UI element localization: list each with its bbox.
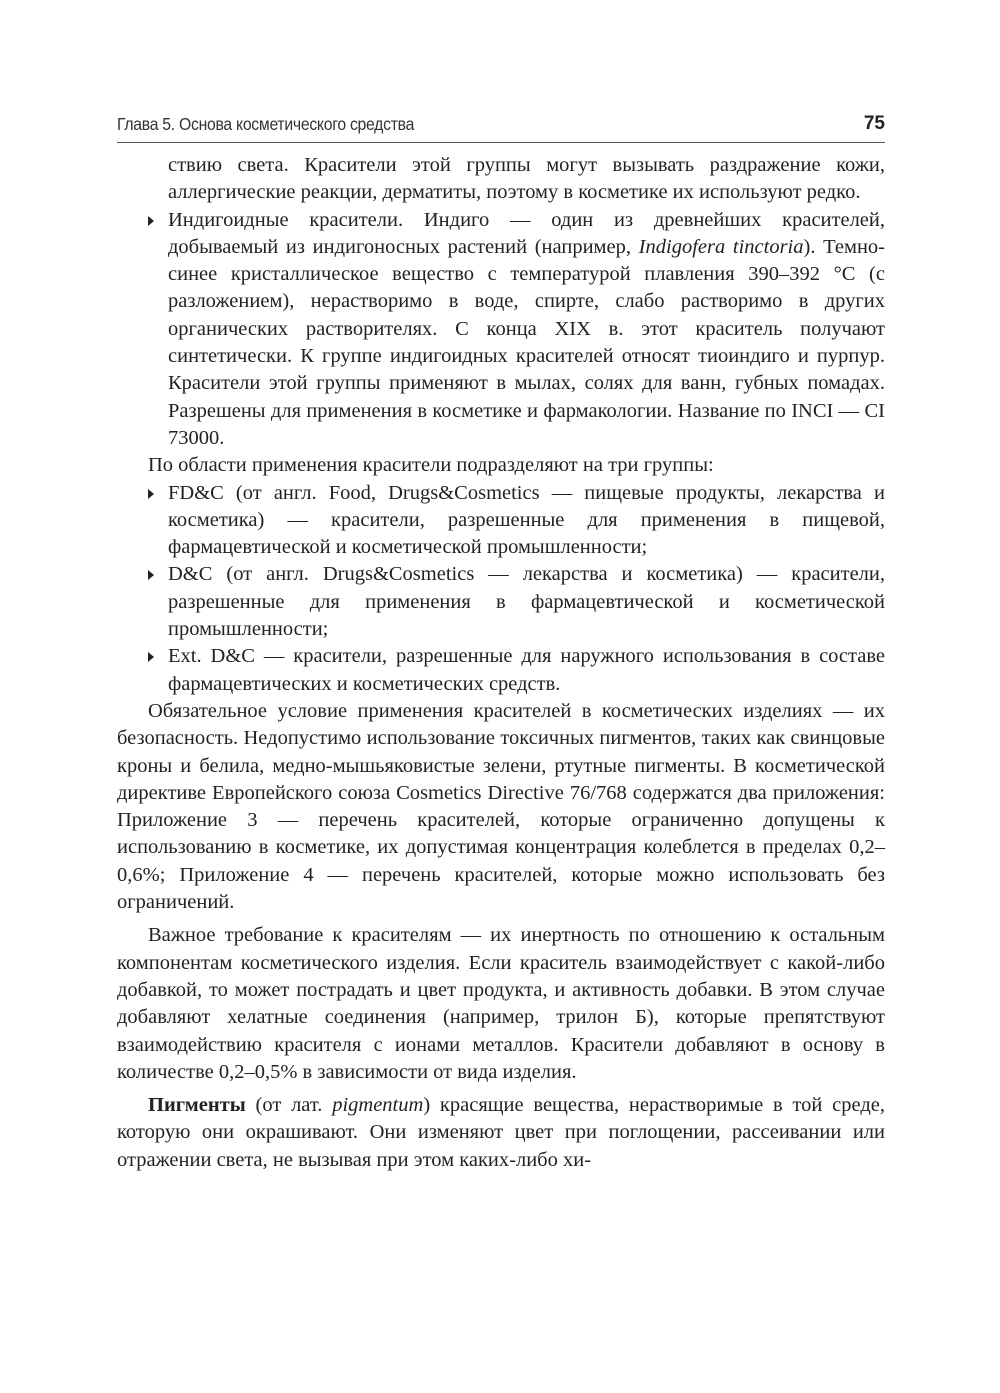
pigments-term: Пигменты	[148, 1094, 246, 1117]
page-header	[117, 110, 885, 143]
indigo-text-end: ). Темно-синее кристаллическое вещество с температурой плавления 390–392 °С (с разложением), нерастворимо в воде, спирте, слабо растворимо в других органических растворителях. С конца XIX в. этот краситель получают синтетически. К группе индигоидных красителей относят тиоиндиго и пурпур. Красители этой группы применяют в мылах, солях для ванн, губных помадах. Разрешены для применения в косметике и фармакологии. Название по INCI — CI 73000.	[168, 235, 886, 449]
paragraph-inertness: Важное требование к красителям — их инертность по отношению к остальным компонентам косметического изделия. Если краситель взаимодействует с какой-либо добавкой, то может пострадать и цвет продукта, и активность добавки. В этом случае добавляют хелатные соединения (например, трилон Б), которые препятствуют взаимодействию красителя с ионами металлов. Красители добавляют в основу в количестве 0,2–0,5% в зависимости от вида изделия.	[117, 924, 885, 1083]
pigments-origin-prefix: (от лат.	[245, 1094, 333, 1117]
bullet-triangle-icon	[148, 216, 154, 226]
bullet-text-fdc: FD&C (от англ. Food, Drugs&Cosmetics — пищевые продукты, лекарства и косметика) — красители, разрешенные для применения в пищевой, фармацевтической и косметической промышленности;	[168, 481, 885, 559]
indigo-text-start: Индигоидные красители. Индиго — один из древнейших красителей, добываемый из индигоносных растений (например,	[168, 208, 885, 258]
groups-intro: По области применения красители подразделяют на три группы:	[148, 454, 714, 477]
page-body	[117, 152, 885, 1174]
running-head-chapter: Глава 5. Основа косметического средства	[117, 114, 415, 134]
bullet-triangle-icon	[148, 570, 154, 580]
bullet-item-ext-dc	[117, 643, 885, 698]
paragraph-safety: Обязательное условие применения красителей в косметических изделиях — их безопасность. Недопустимо использование токсичных пигментов, таких как свинцовые кроны и белила, медно-мышьяковистые зелени, ртутные пигменты. В косметической директиве Европейского союза Cosmetics Directive 76/768 содержатся два приложения: Приложение 3 — перечень красителей, которые ограниченно допущены к использованию в косметике, их допустимая концентрация колеблется в пределах 0,2–0,6%; Приложение 4 — перечень красителей, которые можно использовать без ограничений.	[117, 699, 885, 914]
bullet-item-dc	[117, 561, 885, 643]
bullet-triangle-icon	[148, 652, 154, 662]
bullet-item-indigo	[117, 207, 885, 453]
continued-bullet-text: ствию света. Красители этой группы могут вызывать раздражение кожи, аллергические реакции, дерматиты, поэтому в косметике их используют редко.	[168, 154, 885, 204]
bullet-item-fdc	[117, 480, 885, 562]
bullet-text-dc: D&C (от англ. Drugs&Cosmetics — лекарства и косметика) — красители, разрешенные для применения в фармацевтической и косметической промышленности;	[168, 563, 885, 641]
bullet-triangle-icon	[148, 489, 154, 499]
pigments-definition: ) красящие вещества, нерастворимые в той среде, которую они окрашивают. Они изменяют цвет при поглощении, рассеивании или отражении света, не вызывая при этом каких-либо хи-	[117, 1094, 886, 1171]
bullet-text-ext-dc: Ext. D&C — красители, разрешенные для наружного использования в составе фармацевтических и косметических средств.	[168, 645, 885, 695]
pigments-latin: pigmentum	[332, 1094, 424, 1117]
paragraph-pigments	[117, 1092, 885, 1174]
indigo-latin-name: Indigofera tinctoria	[638, 235, 804, 258]
page-number: 75	[863, 113, 885, 134]
